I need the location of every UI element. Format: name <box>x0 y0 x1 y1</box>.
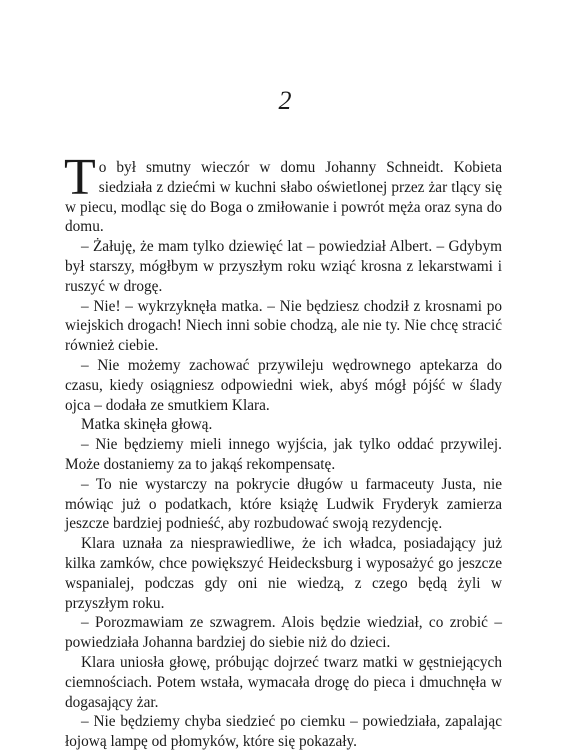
chapter-number: 2 <box>278 86 292 115</box>
drop-cap: T <box>64 149 96 206</box>
paragraph-6: – Nie będziemy mieli innego wyjścia, jak tylko oddać przywilej. Może dostaniemy za to jakąś rekompensatę. <box>65 436 502 473</box>
chapter-text <box>64 149 502 752</box>
paragraph-9: – Porozmawiam ze szwagrem. Alois będzie wiedział, co zrobić – powiedziała Johanna bardziej do siebie niż do dzieci. <box>65 614 502 652</box>
paragraph-5: Matka skinęła głową. <box>81 416 213 434</box>
paragraph-11: – Nie będziemy chyba siedzieć po ciemku – powiedziała, zapalając łojową lampę od płomyków, które się pokazały. <box>65 713 502 751</box>
paragraph-8: Klara uznała za niesprawiedliwe, że ich władca, posiadający już kilka zamków, chce powiększyć Heidecksburg i wyposażyć go jeszcze wspanialej, podczas gdy oni nie wiedzą, z czego będą żyli w przyszłym roku. <box>65 535 502 612</box>
paragraph-3: – Nie! – wykrzyknęła matka. – Nie będziesz chodził z krosnami po wiejskich drogach! Niech inni sobie chodzą, ale nie ty. Nie chcę stracić również ciebie. <box>65 297 502 355</box>
paragraph-1-text: o był smutny wieczór w domu Johanny Schneidt. Kobieta siedziała z dziećmi w kuchni słabo oświetlonej przez żar tlący się w piecu, modląc się do Boga o zmiłowanie i powrót męża oraz syna do domu. <box>65 159 502 236</box>
paragraph-2: – Żałuję, że mam tylko dziewięć lat – powiedział Albert. – Gdybym był starszy, mógłbym w przyszłym roku wziąć krosna z lekarstwami i ruszyć w drogę. <box>65 238 502 295</box>
paragraph-4: – Nie możemy zachować przywileju wędrownego aptekarza do czasu, kiedy osiągniesz odpowiedni wiek, abyś mógł pójść w ślady ojca – dodała ze smutkiem Klara. <box>65 356 502 414</box>
paragraph-10: Klara uniosła głowę, próbując dojrzeć twarz matki w gęstniejących ciemnościach. Potem wstała, wymacała drogę do pieca i dmuchnęła w dogasający żar. <box>65 653 502 711</box>
paragraph-7: – To nie wystarczy na pokrycie długów u farmaceuty Justa, nie mówiąc już o podatkach, które książę Ludwik Fryderyk zamierza jeszcze bardziej podnieść, aby rozbudować swoją rezydencję. <box>65 475 502 533</box>
paragraph-1 <box>64 149 502 237</box>
